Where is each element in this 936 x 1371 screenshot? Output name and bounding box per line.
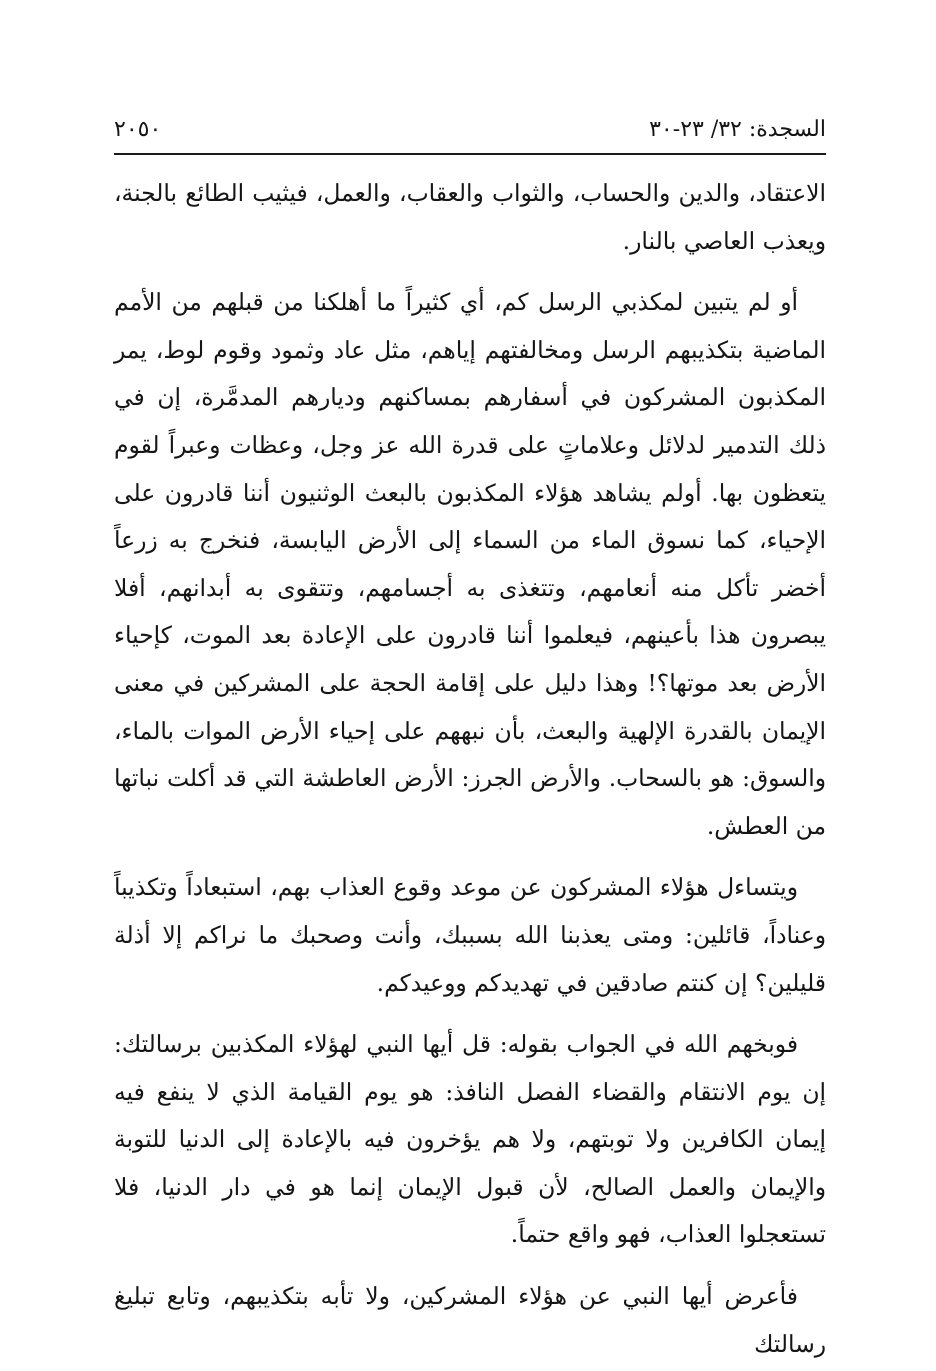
surah-verse-reference: السجدة: ٣٢/ ٢٣-٣٠	[649, 117, 826, 142]
header-rule	[114, 153, 826, 155]
paragraph-continuation: الاعتقاد، والدين والحساب، والثواب والعقاب، والعمل، فيثيب الطائع بالجنة، ويعذب العاصي بالنار.	[114, 179, 826, 255]
page-number: ٢٠٥٠	[114, 117, 162, 142]
paragraph-destroyed-nations: أو لم يتبين لمكذبي الرسل كم، أي كثيراً ما أهلكنا من قبلهم من الأمم الماضية بتكذيبهم الرسل ومخالفتهم إياهم، مثل عاد وثمود وقوم لوط، يمر المكذبون المشركون في أسفارهم بمساكنهم وديارهم المدمَّرة، إن في ذلك التدمير لدلائل وعلاماتٍ على قدرة الله عز وجل، وعظات وعبراً لقوم يتعظون بها. أولم يشاهد هؤلاء المكذبون بالبعث الوثنيون أننا قادرون على الإحياء، كما نسوق الماء من السماء إلى الأرض اليابسة، فنخرج به زرعاً أخضر تأكل منه أنعامهم، وتتغذى به أجسامهم، وتتقوى به أبدانهم، أفلا يبصرون هذا بأعينهم، فيعلموا أننا قادرون على الإعادة بعد الموت، كإحياء الأرض بعد موتها؟! وهذا دليل على إقامة الحجة على المشركين في معنى الإيمان بالقدرة الإلهية والبعث، بأن نبههم على إحياء الأرض الموات بالماء، والسوق: هو بالسحاب. والأرض الجرز: الأرض العاطشة التي قد أكلت نباتها من العطش.	[114, 288, 826, 840]
paragraph-divine-answer: فوبخهم الله في الجواب بقوله: قل أيها النبي لهؤلاء المكذبين برسالتك: إن يوم الانتقام والقضاء الفصل النافذ: هو يوم القيامة الذي لا ينفع فيه إيمان الكافرين ولا توبتهم، ولا هم يؤخرون فيه بالإعادة إلى الدنيا للتوبة والإيمان والعمل الصالح، لأن قبول الإيمان إنما هو في دار الدنيا، فلا تستعجلوا العذاب، فهو واقع حتماً.	[114, 1030, 826, 1249]
body-text	[114, 170, 826, 1368]
running-header	[114, 112, 826, 148]
paragraph-turn-away: فأعرض أيها النبي عن هؤلاء المشركين، ولا تأبه بتكذيبهم، وتابع تبليغ رسالتك	[114, 1282, 826, 1358]
paragraph-polytheists-question: ويتساءل هؤلاء المشركون عن موعد وقوع العذاب بهم، استبعاداً وتكذيباً وعناداً، قائلين: ومتى يعذبنا الله بسببك، وأنت وصحبك ما نراكم إلا أذلة قليلين؟ إن كنتم صادقين في تهديدكم ووعيدكم.	[114, 873, 826, 997]
